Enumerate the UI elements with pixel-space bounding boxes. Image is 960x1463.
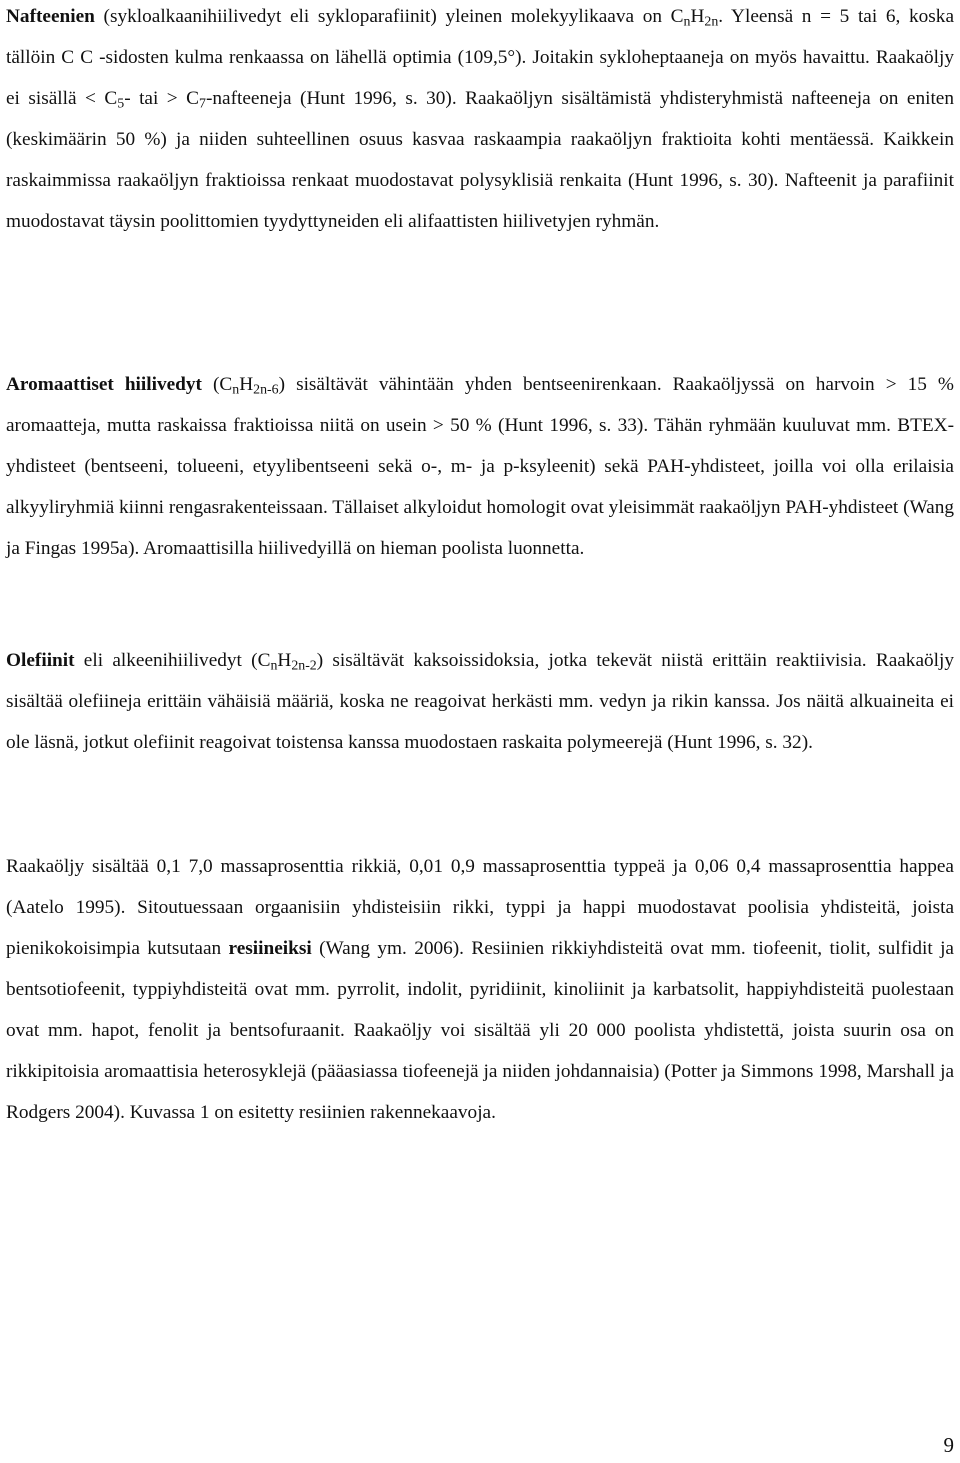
paragraph-text: Raakaöljy sisältää 0,1 7,0 massaprosenttia rikkiä, 0,01 0,9 massaprosenttia typpeä ja 0,06 0,4 massaprosenttia happea (Aatelo 1995). Sitoutuessaan orgaanisiin yhdisteisiin rikki, typpi ja happi muodostavat poolisia yhdisteitä, joista pienikokoisimpia kutsutaan [6, 856, 954, 959]
paragraph-text: -nafteeneja (Hunt 1996, s. 30). Raakaöljyn sisältämistä yhdisteryhmistä nafteeneja on eniten (keskimäärin 50 %) ja niiden suhteellinen osuus kasvaa raskaampia raakaöljyn fraktioita kohti mentäessä. Kaikkein raskaimmissa raakaöljyn fraktioissa renkaat muodostavat polysyklisiä renkaita (Hunt 1996, s. 30). Nafteenit ja parafiinit muodostavat täysin poolittomien tyydyttyneiden eli alifaattisten hiilivetyjen ryhmän. [6, 88, 954, 232]
paragraph-resins [6, 846, 954, 1133]
paragraph-text: eli alkeenihiilivedyt (C [74, 650, 271, 671]
page-number: 9 [943, 1433, 954, 1457]
paragraph-text: (sykloalkaanihiilivedyt eli sykloparafiinit) yleinen molekyylikaava on C [94, 6, 684, 27]
subscript: n [683, 14, 691, 30]
subscript: 5 [117, 96, 125, 112]
paragraph-text: ) sisältävät vähintään yhden bentseenirenkaan. Raakaöljyssä on harvoin > 15 % aromaatteja, mutta raskaissa fraktioissa niitä on usein > 50 % (Hunt 1996, s. 33). Tähän ryhmään kuuluvat mm. BTEX-yhdisteet (bentseeni, tolueeni, etyylibentseeni sekä o-, m- ja p-ksyleenit) sekä PAH-yhdisteet, joilla voi olla erilaisia alkyyliryhmiä kiinni rengasrakenteissaan. Tällaiset alkyloidut homologit ovat yleisimmät raakaöljyn PAH-yhdisteet (Wang ja Fingas 1995a). Aromaattisilla hiilivedyillä on hieman poolista luonnetta. [6, 374, 954, 559]
subscript: 2n-6 [253, 382, 279, 398]
paragraph-text: H [277, 650, 292, 671]
subscript: n [232, 382, 240, 398]
term-naphthenes: Nafteenien [6, 6, 95, 27]
term-aromatics: Aromaattiset hiilivedyt [6, 374, 202, 395]
paragraph-text: H [239, 374, 254, 395]
paragraph-text: (C [201, 374, 233, 395]
subscript: 2n [704, 14, 719, 30]
paragraph-aromatics [6, 364, 954, 569]
paragraph-text: . Yleensä n = 5 tai 6, koska tällöin C C -sidosten kulma renkaassa on lähellä optimia (109,5°). Joitakin sykloheptaaneja on myös havaittu. Raakaöljy ei sisällä < C [6, 6, 954, 109]
subscript: n [270, 658, 278, 674]
paragraph-text: H [690, 6, 705, 27]
subscript: 2n-2 [291, 658, 317, 674]
term-olefins: Olefiinit [6, 650, 75, 671]
paragraph-naphthenes [6, 0, 954, 242]
term-resins: resiineiksi [228, 938, 312, 959]
paragraph-text: ) sisältävät kaksoissidoksia, jotka tekevät niistä erittäin reaktiivisia. Raakaöljy sisältää olefiineja erittäin vähäisiä määriä, koska ne reagoivat herkästi mm. vedyn ja rikin kanssa. Jos näitä alkuaineita ei ole läsnä, jotkut olefiinit reagoivat toistensa kanssa muodostaen raskaita polymeerejä (Hunt 1996, s. 32). [6, 650, 954, 753]
paragraph-olefins [6, 640, 954, 763]
paragraph-text: (Wang ym. 2006). Resiinien rikkiyhdisteitä ovat mm. tiofeenit, tiolit, sulfidit ja bentsotiofeenit, typpiyhdisteitä ovat mm. pyrrolit, indolit, pyridiinit, kinoliinit ja karbatsolit, happiyhdisteitä puolestaan ovat mm. hapot, fenolit ja bentsofuraanit. Raakaöljy voi sisältää yli 20 000 poolista yhdistettä, joista suurin osa on rikkipitoisia aromaattisia heterosyklejä (pääasiassa tiofeenejä ja niiden johdannaisia) (Potter ja Simmons 1998, Marshall ja Rodgers 2004). Kuvassa 1 on esitetty resiinien rakennekaavoja. [6, 938, 954, 1123]
subscript: 7 [199, 96, 206, 112]
paragraph-text: - tai > C [124, 88, 200, 109]
